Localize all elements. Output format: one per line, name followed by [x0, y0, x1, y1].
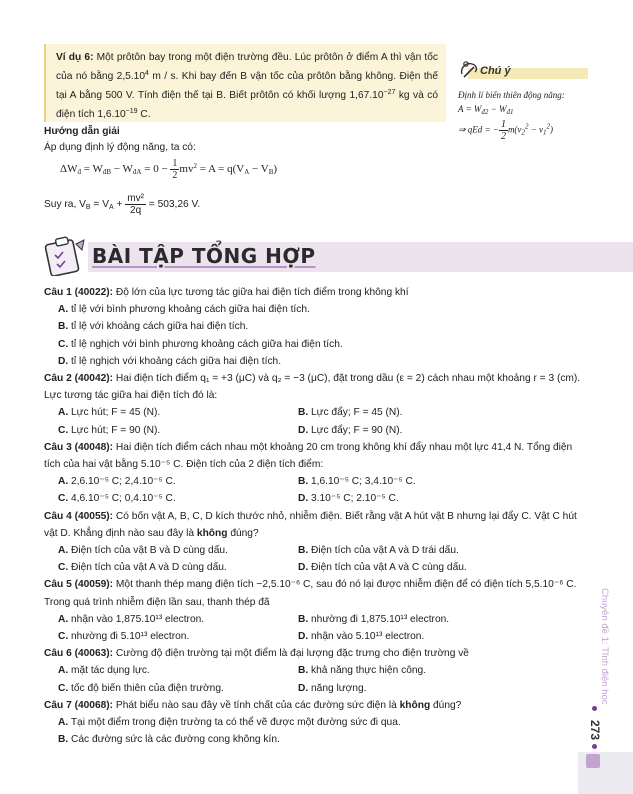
clipboard-icon — [42, 236, 88, 276]
answer-option[interactable]: B. nhường đi 1,875.10¹³ electron. — [298, 613, 450, 625]
question-6 — [44, 645, 584, 697]
note-box — [458, 56, 588, 142]
section-title: BÀI TẬP TỔNG HỢP — [92, 244, 316, 268]
note-line-3: ⇒ qEd = − $\frac{1}{2}$ $m(v_2^2 - v_1^2)$ — [458, 119, 554, 142]
question-stem: Câu 3 (40048): Hai điện tích điểm cách nhau một khoảng 20 cm trong không khí đẩy nhau một lực 41,4 N. Tổng điện tích của hai vật bằng 5.10⁻⁵ C. Điện tích của 2 điện tích điểm: — [44, 441, 573, 471]
question-stem: Câu 2 (40042): Hai điện tích điểm q₁ = +3 (μC) và q₂ = −3 (μC), đặt trong dầu (ε = 2) cách nhau một khoảng r = 3 (cm). Lực tương tác giữa hai điện tích đó là: — [44, 373, 581, 402]
answer-option[interactable]: C. tỉ lệ nghịch với bình phương khoảng cách giữa hai điện tích. — [58, 338, 343, 350]
answer-option[interactable]: C. 4,6.10⁻⁵ C; 0,4.10⁻⁵ C. — [58, 493, 176, 505]
answer-option[interactable]: B. khả năng thực hiện công. — [298, 665, 427, 677]
answer-option[interactable]: C. nhường đi 5.10¹³ electron. — [58, 631, 190, 643]
answer-option[interactable]: A. Tại một điểm trong điện trường ta có thể vẽ được một đường sức đi qua. — [58, 717, 401, 729]
result-formula: Suy ra, $V_B = V_A$ + $\frac{\text{mv²}}{2q}$ = 503,26 V. — [44, 193, 201, 216]
question-2 — [44, 370, 584, 439]
answer-option[interactable]: D. tỉ lệ nghịch với khoảng cách giữa hai điện tích. — [58, 355, 282, 367]
answer-option[interactable]: B. Các đường sức là các đường cong không kín. — [58, 734, 280, 746]
answer-option[interactable]: D. nhận vào 5.10¹³ electron. — [298, 631, 425, 643]
question-list — [44, 284, 584, 748]
answer-option[interactable]: B. Lực đẩy; F = 45 (N). — [298, 407, 403, 419]
solution-guide — [44, 124, 454, 156]
page-dot-bottom — [592, 744, 597, 749]
question-5 — [44, 576, 584, 645]
answer-option[interactable]: B. Điện tích của vật A và D trái dấu. — [298, 545, 459, 557]
answer-option[interactable]: D. 3.10⁻⁵ C; 2.10⁻⁵ C. — [298, 493, 399, 505]
answer-option[interactable]: A. 2,6.10⁻⁵ C; 2,4.10⁻⁵ C. — [58, 476, 176, 488]
solution-heading: Hướng dẫn giải — [44, 126, 120, 137]
answer-option[interactable]: D. năng lượng. — [298, 682, 367, 694]
question-stem: Câu 7 (40068): Phát biểu nào sau đây về tính chất của các đường sức điện là không đúng? — [44, 699, 462, 711]
example-text: Một prôtôn bay trong một điện trường đều. Lúc prôtôn ở điểm A thì vận tốc của nó bằng 2,5.10$^4$ m / s. Khi bay đến B vận tốc của prôtôn bằng không. Điện thế tại A bằng 500 V. Tính điện thế tại B. Biết prôtôn có khối lượng $1,67.10^{-27}$ kg và có điện tích $1,6.10^{-19}$ C. — [56, 52, 438, 120]
answer-option[interactable]: A. nhận vào 1,875.10¹³ electron. — [58, 613, 205, 625]
answer-option[interactable]: D. Lực đẩy; F = 90 (N). — [298, 424, 403, 436]
answer-option[interactable]: D. Điện tích của vật A và C cùng dấu. — [298, 562, 467, 574]
question-3 — [44, 439, 584, 508]
answer-option[interactable]: B. tỉ lệ với khoảng cách giữa hai điện tích. — [58, 321, 249, 333]
solution-intro: Áp dụng định lý động năng, ta có: — [44, 142, 196, 153]
note-line-2: $A = W_{đ2} - W_{đ1}$ — [458, 104, 514, 116]
note-line-1: Định lí biến thiên động năng: — [458, 90, 565, 100]
question-1 — [44, 284, 584, 370]
question-stem: Câu 1 (40022): Độ lớn của lực tương tác giữa hai điện tích điểm trong không khí — [44, 287, 409, 298]
corner-tab — [578, 752, 633, 794]
page-dot-top — [592, 706, 597, 711]
answer-option[interactable]: A. mặt tác dụng lực. — [58, 665, 150, 677]
example-label: Ví dụ 6: — [56, 52, 94, 63]
question-stem: Câu 4 (40055): Có bốn vật A, B, C, D kích thước nhỏ, nhiễm điện. Biết rằng vật A hút vật B nhưng lại đẩy C. Vật C hút vật D. Khẳng định nào sau đây là không đúng? — [44, 510, 577, 539]
chapter-label: Chuyên đề 1: Tĩnh điện học — [599, 588, 610, 705]
page-number: 273 — [588, 720, 602, 741]
question-7 — [44, 697, 584, 749]
example-box — [44, 44, 446, 122]
answer-option[interactable]: B. 1,6.10⁻⁵ C; 3,4.10⁻⁵ C. — [298, 476, 416, 488]
question-4 — [44, 508, 584, 577]
answer-option[interactable]: C. tốc độ biến thiên của điện trường. — [58, 682, 224, 694]
note-title: Chú ý — [458, 56, 588, 82]
section-banner — [0, 236, 633, 276]
question-stem: Câu 6 (40063): Cường độ điện trường tại một điểm là đại lượng đặc trưng cho điện trường về — [44, 648, 469, 660]
answer-option[interactable]: C. Điện tích của vật A và D cùng dấu. — [58, 562, 227, 574]
answer-option[interactable]: A. tỉ lệ với bình phương khoảng cách giữa hai điện tích. — [58, 304, 310, 316]
question-stem: Câu 5 (40059): Một thanh thép mang điện tích −2,5.10⁻⁶ C, sau đó nó lại được nhiễm điện để có điện tích 5,5.10⁻⁶ C. Trong quá trình nhiễm điện lần sau, thanh thép đã — [44, 579, 577, 608]
work-energy-formula: $\Delta W_đ = W_{đB} - W_{đA} = 0$ − $\frac{1}{2}$ $mv^2 = A = q(V_A - V_B)$ — [60, 158, 278, 181]
answer-option[interactable]: A. Lực hút; F = 45 (N). — [58, 407, 161, 419]
answer-option[interactable]: A. Điện tích của vật B và D cùng dấu. — [58, 545, 228, 557]
answer-option[interactable]: C. Lực hút; F = 90 (N). — [58, 424, 161, 436]
